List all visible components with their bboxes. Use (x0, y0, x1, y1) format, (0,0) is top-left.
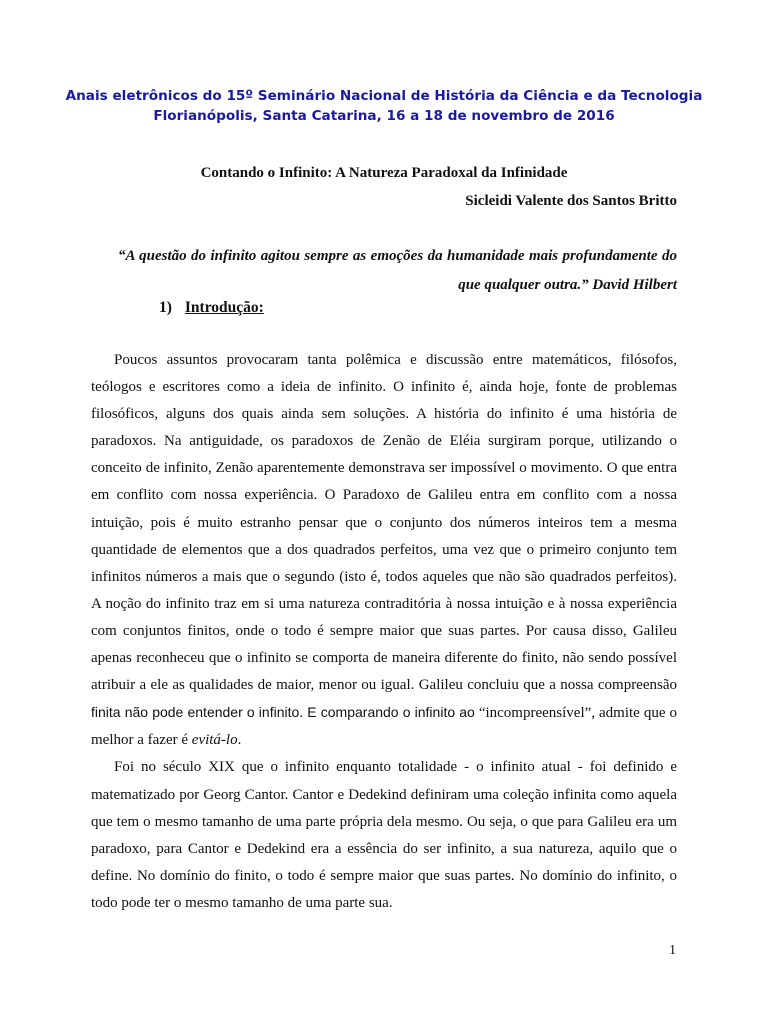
header-line-2: Florianópolis, Santa Catarina, 16 a 18 de novembro de 2016 (153, 108, 615, 124)
paragraph-line-segment: finita não pode entender o infinito. E comparando o infinito ao (91, 704, 475, 721)
paragraph-line: Foi no século XIX que o infinito enquanto totalidade - o infinito atual - foi definido e (114, 759, 677, 776)
paragraph-line: em conflito com nossa experiência. O Paradoxo de Galileu entra em conflito com a nossa (91, 487, 677, 504)
epigraph-line-1: “A questão do infinito agitou sempre as emoções da humanidade mais profundamente do (118, 248, 677, 264)
paragraph-line: filosóficos, alguns dos quais ainda sem soluções. A história do infinito é uma história de (91, 406, 677, 423)
paragraph-line-segment: . (237, 732, 242, 749)
section-heading (159, 298, 264, 318)
paragraph-line: todo pode ter o mesmo tamanho de uma parte sua. (91, 894, 393, 911)
paragraph-line: infinitos números a mais que o segundo (isto é, todos aqueles que não são quadrados perfeitos). (91, 568, 677, 585)
paragraph-line: quantidade de elementos que a dos quadrados perfeitos, uma vez que o primeiro conjunto tem (91, 541, 677, 558)
paragraph-line: apenas reconheceu que o infinito se comporta de maneira diferente do finito, não sendo possível (91, 650, 677, 667)
paragraph-line: A noção do infinito traz em si uma natureza contraditória à nossa intuição e à nossa experiência (91, 595, 677, 612)
page-number: 1 (669, 943, 676, 958)
paragraph-line: que tem o mesmo tamanho de uma parte própria dela mesmo. Ou seja, o que para Galileu era um (91, 813, 677, 830)
paper-title: Contando o Infinito: A Natureza Paradoxal da Infinidade (200, 165, 568, 181)
paragraph-line: paradoxos. Na antiguidade, os paradoxos de Zenão de Eléia surgiram porque, utilizando o (91, 433, 677, 450)
paragraph-line: conceito de infinito, Zenão aparentemente demonstrava ser impossível o movimento. O que entra (91, 460, 677, 477)
paragraph-line: atribuir a ele as qualidades de maior, menor ou igual. Galileu concluiu que a nossa compreensão (91, 677, 677, 694)
paragraph-line: teólogos e escritores como a ideia de infinito. O infinito é, ainda hoje, fonte de problemas (91, 379, 677, 396)
body-text (91, 347, 677, 917)
header-line-1: Anais eletrônicos do 15º Seminário Nacional de História da Ciência e da Tecnologia (65, 88, 703, 104)
emphasis-text: evitá-lo (191, 732, 238, 749)
section-number: 1) (159, 299, 172, 316)
paragraph-line: matematizado por Georg Cantor. Cantor e Dedekind definiram uma coleção infinita como aquela (91, 786, 677, 803)
paragraph-line: intuição, pois é muito estranho pensar que o conjunto dos números inteiros tem a mesma (91, 514, 677, 531)
conference-header (0, 86, 768, 126)
epigraph-line-2: que qualquer outra.” David Hilbert (458, 277, 677, 293)
paragraph-line: paradoxo, para Cantor e Dedekind era a essência do ser infinito, a sua natureza, aquilo que o (91, 840, 677, 857)
author-name: Sicleidi Valente dos Santos Britto (465, 193, 677, 209)
paragraph-line-segment: “incompreensível”, admite que o (474, 705, 677, 722)
paragraph-line: define. No domínio do finito, o todo é sempre maior que suas partes. No domínio do infinito, o (91, 867, 677, 884)
paragraph-line (91, 727, 677, 754)
paragraph-line: com conjuntos finitos, onde o todo é sempre maior que suas partes. Por causa disso, Galileu (91, 622, 677, 639)
paragraph-line-segment: melhor a fazer é (91, 732, 192, 749)
paragraph-line: Poucos assuntos provocaram tanta polêmica e discussão entre matemáticos, filósofos, (114, 352, 677, 368)
epigraph-quote (118, 242, 677, 300)
section-label: Introdução: (184, 299, 264, 316)
paragraph-line (91, 699, 677, 727)
